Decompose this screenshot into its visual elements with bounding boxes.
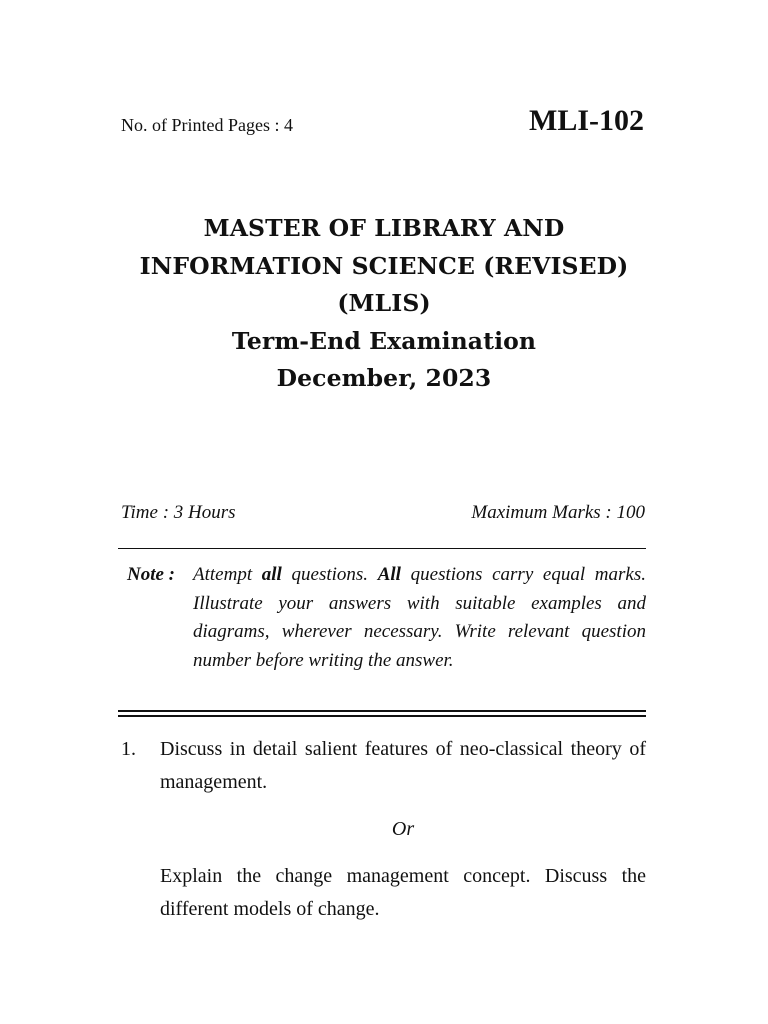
title-line-3: (MLIS)	[337, 289, 431, 317]
divider-double-lower	[118, 715, 646, 717]
or-separator: Or	[391, 818, 415, 840]
title-line-2: INFORMATION SCIENCE (REVISED)	[139, 251, 629, 280]
printed-pages-count: No. of Printed Pages : 4	[121, 115, 293, 135]
divider-top	[118, 548, 646, 549]
instructions-note	[122, 561, 646, 675]
note-emphasis-all-caps: All	[377, 564, 401, 585]
exam-max-marks: Maximum Marks : 100	[471, 502, 645, 523]
paper-code: MLI-102	[529, 104, 644, 137]
exam-time: Time : 3 Hours	[121, 502, 236, 523]
exam-title-block	[0, 210, 768, 398]
note-text: Attempt all questions. All questions carry equal marks. Illustrate your answers with suitable examples and diagrams, wherever necessary. Write relevant question number before writing the answer.	[193, 564, 647, 671]
note-emphasis-all: all	[261, 564, 282, 585]
title-line-5: December, 2023	[276, 364, 492, 392]
title-line-4: Term-End Examination	[231, 326, 537, 355]
exam-info-row	[121, 502, 645, 524]
divider-double-upper	[118, 710, 646, 712]
note-label: Note :	[127, 564, 176, 585]
title-line-1: MASTER OF LIBRARY AND	[203, 214, 565, 242]
question-text: Discuss in detail salient features of neo-classical theory of management.	[160, 738, 646, 793]
question-1	[121, 733, 646, 926]
question-alternative-text: Explain the change management concept. Discuss the different models of change.	[160, 865, 646, 920]
question-number: 1.	[121, 738, 136, 760]
